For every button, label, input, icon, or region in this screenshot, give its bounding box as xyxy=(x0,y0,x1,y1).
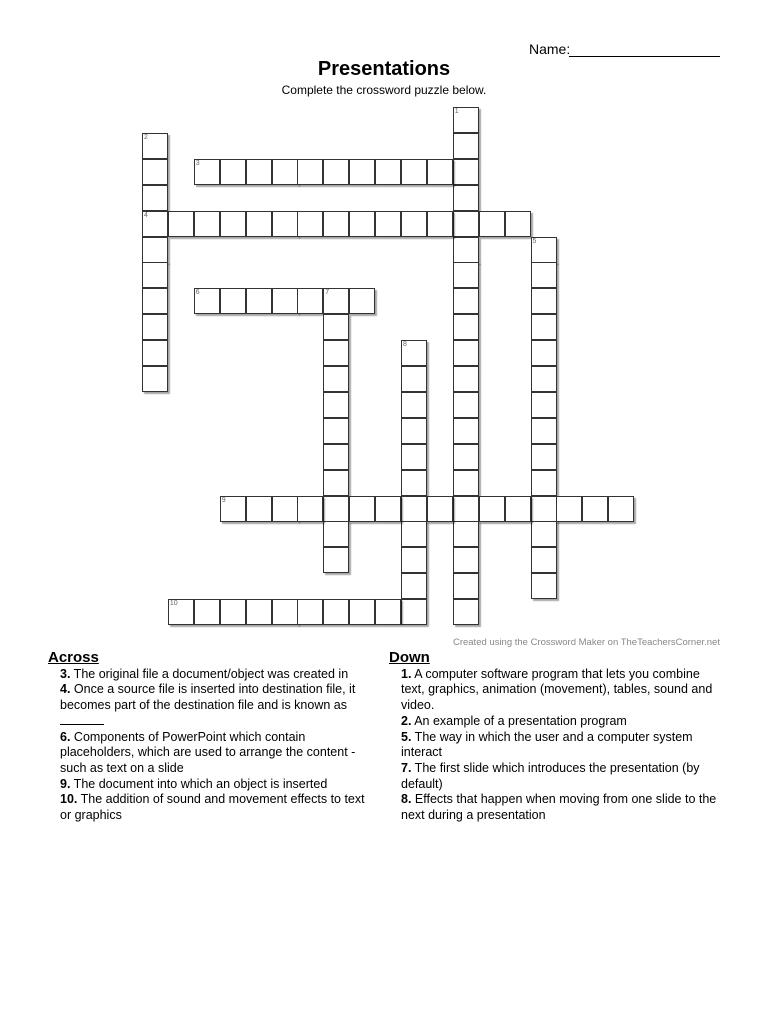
crossword-cell[interactable] xyxy=(272,599,298,625)
crossword-cell[interactable] xyxy=(220,159,246,185)
crossword-cell[interactable] xyxy=(246,211,272,237)
crossword-cell[interactable] xyxy=(531,262,557,288)
crossword-cell[interactable] xyxy=(375,496,401,522)
crossword-cell[interactable] xyxy=(453,599,479,625)
clue-number: 6. xyxy=(60,729,71,744)
crossword-cell[interactable] xyxy=(453,547,479,573)
crossword-cell[interactable] xyxy=(531,418,557,444)
crossword-cell[interactable] xyxy=(375,211,401,237)
crossword-cell[interactable] xyxy=(401,496,427,522)
clue-text: The first slide which introduces the presentation (by default) xyxy=(401,760,700,791)
crossword-cell[interactable] xyxy=(323,418,349,444)
crossword-cell[interactable] xyxy=(168,211,194,237)
credit-text: Created using the Crossword Maker on TheTeachersCorner.net xyxy=(452,637,720,648)
crossword-cell[interactable] xyxy=(246,599,272,625)
clue-number-label: 6 xyxy=(195,289,200,297)
crossword-cell[interactable] xyxy=(608,496,634,522)
crossword-cell[interactable] xyxy=(323,288,349,314)
crossword-cell[interactable] xyxy=(246,159,272,185)
crossword-cell[interactable] xyxy=(531,340,557,366)
clue-number: 1. xyxy=(401,666,412,681)
crossword-cell[interactable] xyxy=(272,288,298,314)
crossword-cell[interactable] xyxy=(401,366,427,392)
across-clues xyxy=(48,650,378,824)
crossword-cell[interactable] xyxy=(531,288,557,314)
crossword-cell[interactable] xyxy=(142,314,168,340)
crossword-cell[interactable] xyxy=(297,496,323,522)
crossword-cell[interactable] xyxy=(453,496,479,522)
crossword-cell[interactable] xyxy=(349,159,375,185)
crossword-cell[interactable] xyxy=(556,496,582,522)
crossword-cell[interactable] xyxy=(531,547,557,573)
across-heading: Across xyxy=(48,649,99,666)
crossword-cell[interactable] xyxy=(168,599,194,625)
crossword-cell[interactable] xyxy=(582,496,608,522)
name-label: Name: xyxy=(529,41,571,57)
crossword-cell[interactable] xyxy=(453,366,479,392)
down-heading: Down xyxy=(389,649,430,666)
crossword-cell[interactable] xyxy=(220,496,246,522)
crossword-cell[interactable] xyxy=(479,496,505,522)
crossword-cell[interactable] xyxy=(401,521,427,547)
crossword-cell[interactable] xyxy=(453,262,479,288)
clue-text: Effects that happen when moving from one slide to the next during a presentation xyxy=(401,792,717,823)
clue-number: 9. xyxy=(60,776,71,791)
crossword-cell[interactable] xyxy=(401,418,427,444)
crossword-cell[interactable] xyxy=(453,159,479,185)
crossword-cell[interactable] xyxy=(272,496,298,522)
crossword-cell[interactable] xyxy=(142,340,168,366)
crossword-cell[interactable] xyxy=(323,521,349,547)
crossword-cell[interactable] xyxy=(401,470,427,496)
crossword-cell[interactable] xyxy=(453,133,479,159)
clue-down-1 xyxy=(389,667,721,714)
crossword-cell[interactable] xyxy=(401,547,427,573)
crossword-cell[interactable] xyxy=(375,159,401,185)
crossword-cell[interactable] xyxy=(246,496,272,522)
crossword-cell[interactable] xyxy=(531,237,557,263)
crossword-cell[interactable] xyxy=(531,521,557,547)
crossword-cell[interactable] xyxy=(323,211,349,237)
crossword-cell[interactable] xyxy=(220,599,246,625)
crossword-cell[interactable] xyxy=(401,444,427,470)
crossword-cell[interactable] xyxy=(246,288,272,314)
crossword-cell[interactable] xyxy=(323,470,349,496)
crossword-cell[interactable] xyxy=(531,470,557,496)
crossword-cell[interactable] xyxy=(375,599,401,625)
crossword-cell[interactable] xyxy=(427,211,453,237)
crossword-cell[interactable] xyxy=(531,496,557,522)
crossword-cell[interactable] xyxy=(531,444,557,470)
crossword-cell[interactable] xyxy=(297,599,323,625)
clue-text: The addition of sound and movement effects to text or graphics xyxy=(60,792,365,823)
clue-number-label: 2 xyxy=(144,133,148,141)
clue-text: The document into which an object is inserted xyxy=(70,776,328,791)
crossword-cell[interactable] xyxy=(453,418,479,444)
crossword-cell[interactable] xyxy=(453,573,479,599)
crossword-cell[interactable] xyxy=(220,211,246,237)
crossword-cell[interactable] xyxy=(401,573,427,599)
clue-text: The original file a document/object was created in xyxy=(70,666,349,681)
clue-down-8 xyxy=(389,792,721,823)
clue-number-label: 8 xyxy=(403,341,407,349)
clue-text: An example of a presentation program xyxy=(411,713,627,728)
clue-down-7 xyxy=(389,761,721,792)
crossword-cell[interactable] xyxy=(142,133,168,159)
clue-down-2 xyxy=(389,714,721,730)
crossword-cell[interactable] xyxy=(323,159,349,185)
crossword-cell[interactable] xyxy=(323,340,349,366)
crossword-cell[interactable] xyxy=(142,366,168,392)
crossword-cell[interactable] xyxy=(194,599,220,625)
crossword-cell[interactable] xyxy=(453,392,479,418)
crossword-cell[interactable] xyxy=(427,159,453,185)
down-clues xyxy=(389,650,721,824)
crossword-cell[interactable] xyxy=(272,159,298,185)
crossword-cell[interactable] xyxy=(323,314,349,340)
crossword-cell[interactable] xyxy=(505,211,531,237)
clue-number-label: 9 xyxy=(221,496,226,504)
crossword-cell[interactable] xyxy=(427,496,453,522)
clue-number: 4. xyxy=(60,682,71,697)
clue-across-6 xyxy=(48,730,378,777)
crossword-cell[interactable] xyxy=(401,392,427,418)
crossword-cell[interactable] xyxy=(194,288,220,314)
clue-number: 10. xyxy=(60,792,78,807)
clue-text: Once a source file is inserted into destination file, it becomes part of the destination file and is known as xyxy=(60,682,356,713)
crossword-cell[interactable] xyxy=(323,392,349,418)
crossword-cell[interactable] xyxy=(453,470,479,496)
clue-number: 8. xyxy=(401,792,412,807)
crossword-cell[interactable] xyxy=(142,185,168,211)
crossword-cell[interactable] xyxy=(323,366,349,392)
crossword-cell[interactable] xyxy=(531,392,557,418)
crossword-cell[interactable] xyxy=(401,599,427,625)
crossword-cell[interactable] xyxy=(531,366,557,392)
crossword-cell[interactable] xyxy=(531,573,557,599)
page-subtitle: Complete the crossword puzzle below. xyxy=(281,83,487,97)
clue-number: 3. xyxy=(60,666,71,681)
crossword-cell[interactable] xyxy=(323,547,349,573)
crossword-cell[interactable] xyxy=(453,314,479,340)
crossword-cell[interactable] xyxy=(323,599,349,625)
crossword-cell[interactable] xyxy=(194,159,220,185)
answer-blank xyxy=(60,714,104,725)
clue-number: 5. xyxy=(401,729,412,744)
clue-number-label: 1 xyxy=(454,108,459,115)
crossword-cell[interactable] xyxy=(349,288,375,314)
clue-number-label: 5 xyxy=(532,237,537,245)
clue-across-3 xyxy=(48,667,378,683)
crossword-cell[interactable] xyxy=(453,211,479,237)
crossword-cell[interactable] xyxy=(453,288,479,314)
clue-number-label: 7 xyxy=(325,289,330,297)
crossword-cell[interactable] xyxy=(323,444,349,470)
crossword-cell[interactable] xyxy=(297,288,323,314)
crossword-cell[interactable] xyxy=(272,211,298,237)
clue-down-5 xyxy=(389,730,721,761)
clue-number: 2. xyxy=(401,713,412,728)
clue-across-10 xyxy=(48,792,378,823)
crossword-cell[interactable] xyxy=(297,159,323,185)
crossword-cell[interactable] xyxy=(142,262,168,288)
crossword-cell[interactable] xyxy=(453,107,479,133)
crossword-cell[interactable] xyxy=(142,288,168,314)
crossword-cell[interactable] xyxy=(401,159,427,185)
crossword-cell[interactable] xyxy=(142,211,168,237)
clue-text: The way in which the user and a computer system interact xyxy=(401,729,693,760)
page-title: Presentations xyxy=(317,58,451,80)
crossword-cell[interactable] xyxy=(479,211,505,237)
clue-number-label: 3 xyxy=(195,159,200,167)
crossword-cell[interactable] xyxy=(453,340,479,366)
crossword-cell[interactable] xyxy=(505,496,531,522)
clue-number-label: 10 xyxy=(169,600,178,608)
crossword-cell[interactable] xyxy=(349,211,375,237)
clue-across-9 xyxy=(48,777,378,793)
crossword-cell[interactable] xyxy=(531,314,557,340)
crossword-cell[interactable] xyxy=(401,211,427,237)
crossword-cell[interactable] xyxy=(297,211,323,237)
crossword-cell[interactable] xyxy=(220,288,246,314)
crossword-cell[interactable] xyxy=(453,444,479,470)
crossword-cell[interactable] xyxy=(453,521,479,547)
crossword-cell[interactable] xyxy=(194,211,220,237)
crossword-cell[interactable] xyxy=(453,185,479,211)
clue-text: A computer software program that lets you combine text, graphics, animation (movement), tables, sound and video. xyxy=(401,666,713,713)
crossword-cell[interactable] xyxy=(349,599,375,625)
clue-text: Components of PowerPoint which contain placeholders, which are used to arrange the content - such as text on a slide xyxy=(60,729,356,775)
crossword-cell[interactable] xyxy=(142,159,168,185)
crossword-cell[interactable] xyxy=(349,496,375,522)
clue-number-label: 4 xyxy=(144,211,148,219)
crossword-cell[interactable] xyxy=(142,237,168,263)
crossword-cell[interactable] xyxy=(401,340,427,366)
crossword-cell[interactable] xyxy=(453,237,479,263)
crossword-cell[interactable] xyxy=(323,496,349,522)
clue-number: 7. xyxy=(401,760,412,775)
clue-across-4 xyxy=(48,682,378,729)
